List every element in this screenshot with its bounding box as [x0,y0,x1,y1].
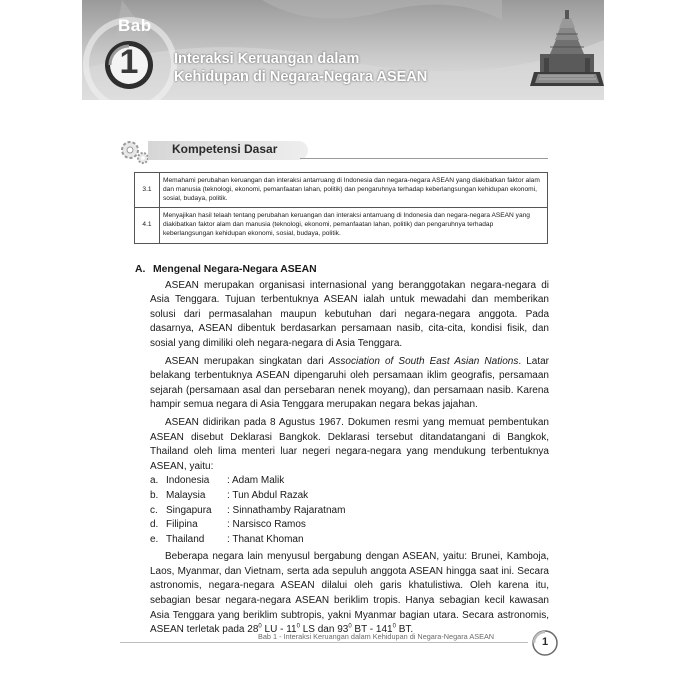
section-content [135,263,549,641]
section-heading [135,263,549,278]
divider [300,158,548,159]
paragraph-text: LU - 11 [261,624,297,636]
kd-text: Menyajikan hasil telaah tentang perubahan keruangan dan interaksi antarruang di Indonesia dan negara-negara ASEAN yang diakibatkan faktor alam dan manusia (teknologi, ekonomi, pemanfaatan lahan, politik) dan pengaruhnya terhadap keberlangsungan kehidupan ekonomi, sosial, budaya, politik. [160,208,548,243]
list-letter: a. [150,475,159,487]
minister-name: : Tun Abdul Razak [227,489,309,501]
paragraph-text: . Latar belakang terbentuknya ASEAN dipengaruhi oleh persamaan iklim geografis, persamaan sejarah (persamaan asal dan persebaran nenek moyang), dan persamaan nasib. Karena hampir semua negara di Asia Tenggara merupakan negara bekas jajahan. [150,355,549,411]
paragraph-text: Beberapa negara lain menyusul bergabung dengan ASEAN, yaitu: Brunei, Kamboja, Laos, Myanmar, dan Vietnam, serta ada sepuluh anggota ASEAN hingga saat ini. Secara astronomis, negara-negara ASEAN dilalui oleh garis khatulistiwa. Oleh karena itu, sebagian besar negara-negara ASEAN beriklim tropis. Hanya sebagian kecil kawasan Asia Tenggara yang beriklim subtropis, yakni Myanmar bagian utara. Secara astronomis, ASEAN terletak pada 28 [150,551,549,636]
paragraph-text: ASEAN merupakan singkatan dari [165,355,329,367]
chapter-title-line1: Interaksi Keruangan dalam [174,51,360,67]
minister-name: : Thanat Khoman [227,533,304,545]
country: Filipina [166,519,198,531]
country: Singapura [166,504,212,516]
minister-name: : Narsisco Ramos [227,519,306,531]
country: Thailand [166,533,205,545]
paragraph [150,355,549,413]
kd-number: 4.1 [135,208,160,243]
degree-sup: 0 [258,623,262,630]
list-item [150,474,549,489]
italic-term: Association of South East Asian Nations [328,355,519,367]
list-letter: b. [150,489,159,501]
list-item [150,504,549,519]
kompetensi-heading: Kompetensi Dasar [172,142,278,156]
chapter-title [174,50,427,86]
founders-list [150,474,549,547]
minister-name: : Adam Malik [227,475,285,487]
degree-sup: 0 [392,623,396,630]
chapter-title-line2: Kehidupan di Negara-Negara ASEAN [174,69,428,85]
paragraph-text: BT - 141 [351,624,393,636]
page-number: 1 [541,636,549,648]
minister-name: : Sinnathamby Rajaratnam [227,504,346,516]
paragraph [150,279,549,352]
bab-label: Bab [118,16,152,35]
laptop-temple-icon [530,10,604,96]
section-letter: A. [135,264,146,275]
list-item [150,533,549,548]
list-item [150,518,549,533]
kd-number: 3.1 [135,173,160,208]
table-row [135,173,548,208]
list-item [150,489,549,504]
paragraph-text: ASEAN merupakan organisasi internasional yang beranggotakan negara-negara di Asia Tenggara. Tujuan terbentuknya ASEAN ialah untuk mewadahi dan memberikan solusi dari permasalahan maupun kebutuhan dari negara-negara anggota. Pada dasarnya, ASEAN dibentuk berdasarkan persamaan nasib, cita-cita, kondisi fisik, dan sosial yang dimiliki oleh negara-negara di Asia Tenggara. [150,279,549,349]
country: Malaysia [166,489,206,501]
paragraph [150,416,549,474]
paragraph-text: LS dan 93 [299,624,349,636]
country: Indonesia [166,475,210,487]
section-title: Mengenal Negara-Negara ASEAN [153,264,317,275]
paragraph-text: ASEAN didirikan pada 8 Agustus 1967. Dokumen resmi yang memuat pembentukan ASEAN disebut Deklarasi Bangkok. Deklarasi tersebut ditandatangani di Bangkok, Thailand oleh lima menteri luar negeri negara-negara yang mendukung terbentuknya ASEAN, yaitu: [150,416,549,472]
chapter-number: 1 [119,43,139,81]
footer-divider [120,642,528,643]
kd-text: Memahami perubahan keruangan dan interaksi antarruang di Indonesia dan negara-negara ASEAN yang diakibatkan faktor alam dan manusia (teknologi, ekonomi, pemanfaatan lahan, politik) dan pengaruhnya terhadap keberlangsungan kehidupan ekonomi, sosial, budaya, politik. [160,173,548,208]
running-footer: Bab 1 - Interaksi Keruangan dalam Kehidupan di Negara-Negara ASEAN [258,632,495,641]
degree-sup: 0 [348,623,352,630]
kompetensi-table [134,172,548,244]
list-letter: c. [150,504,158,516]
paragraph [150,550,549,638]
paragraph-text: BT. [395,624,414,636]
list-letter: e. [150,533,159,545]
list-letter: d. [150,519,159,531]
degree-sup: 0 [296,623,300,630]
table-row [135,208,548,243]
